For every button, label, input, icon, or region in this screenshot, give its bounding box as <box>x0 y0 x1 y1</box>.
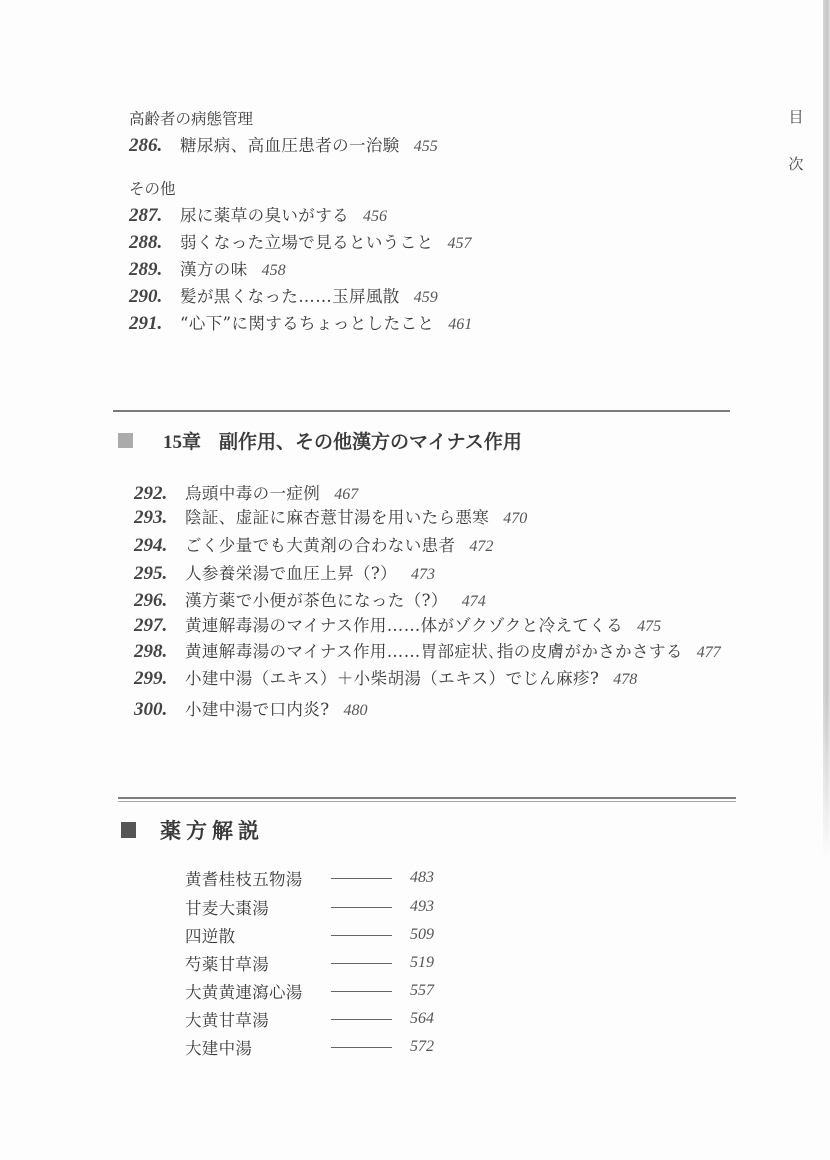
entry-title: 尿に薬草の臭いがする <box>180 206 349 225</box>
prescription-page: 509 <box>410 926 434 943</box>
entry-page: 474 <box>461 593 486 610</box>
leader-line <box>331 878 392 879</box>
entry-page: 455 <box>413 138 438 155</box>
chapter-title: 副作用、その他漢方のマイナス作用 <box>219 431 522 453</box>
entry-page: 473 <box>411 566 436 583</box>
leader-line <box>331 907 392 908</box>
prescription-row[interactable] <box>185 951 434 975</box>
toc-entry[interactable] <box>129 310 472 335</box>
prescriptions-heading[interactable] <box>121 815 264 845</box>
entry-title: “心下”に関するちょっとしたこと <box>180 314 435 333</box>
toc-entry[interactable] <box>134 612 661 637</box>
prescription-row[interactable] <box>185 979 434 1003</box>
prescription-page: 557 <box>410 982 434 999</box>
side-label-char-1: 目 <box>788 108 804 126</box>
entry-page: 456 <box>363 208 387 225</box>
entry-page: 470 <box>503 510 528 527</box>
entry-page: 461 <box>448 316 473 333</box>
entry-page: 457 <box>447 235 472 252</box>
toc-entry[interactable] <box>129 202 387 227</box>
entry-number: 294. <box>134 535 168 556</box>
entry-page: 478 <box>613 671 638 688</box>
entry-title: 人参養栄湯で血圧上昇（?） <box>185 564 398 583</box>
prescriptions-title: 薬方解説 <box>160 819 264 843</box>
entry-title: 漢方薬で小便が茶色になった（?） <box>185 591 448 610</box>
entry-number: 293. <box>134 507 168 528</box>
prescription-row[interactable] <box>185 923 434 947</box>
prescription-name: 芍薬甘草湯 <box>185 955 269 974</box>
toc-entry[interactable] <box>134 696 367 721</box>
toc-entry[interactable] <box>129 132 438 157</box>
entry-page: 477 <box>696 644 721 661</box>
toc-entry[interactable] <box>129 256 286 281</box>
entry-number: 300. <box>134 699 168 720</box>
chapter-square-icon <box>118 433 133 448</box>
prescription-name: 大建中湯 <box>185 1039 253 1058</box>
chapter-divider <box>113 410 730 412</box>
leader-line <box>331 991 392 992</box>
entry-number: 295. <box>134 563 168 584</box>
prescription-name: 大黄甘草湯 <box>185 1011 269 1030</box>
toc-entry[interactable] <box>134 638 721 663</box>
prescription-name: 大黄黄連瀉心湯 <box>185 983 303 1002</box>
entry-title: ごく少量でも大黄剤の合わない患者 <box>185 536 456 555</box>
toc-entry[interactable] <box>129 283 438 308</box>
toc-entry[interactable] <box>129 229 472 254</box>
prescription-page: 493 <box>410 898 434 915</box>
prescription-row[interactable] <box>185 866 434 890</box>
prescription-row[interactable] <box>185 895 434 919</box>
entry-title: 漢方の味 <box>180 260 248 279</box>
leader-line <box>331 935 392 936</box>
section-square-icon <box>121 822 136 838</box>
entry-title: 小建中湯（エキス）＋小柴胡湯（エキス）でじん麻疹? <box>185 669 600 688</box>
entry-number: 288. <box>129 232 163 253</box>
chapter-heading[interactable] <box>118 427 522 454</box>
entry-number: 287. <box>129 205 163 226</box>
entry-title: 黄連解毒湯のマイナス作用……体がゾクゾクと冷えてくる <box>185 616 624 635</box>
entry-number: 298. <box>134 641 168 662</box>
section-divider-bottom <box>118 801 736 802</box>
entry-title: 髪が黒くなった……玉屏風散 <box>180 287 400 306</box>
toc-entry[interactable] <box>134 480 358 505</box>
subsection-heading-other: その他 <box>129 180 176 198</box>
entry-title: 烏頭中毒の一症例 <box>185 484 321 503</box>
section-divider-top <box>118 797 736 799</box>
leader-line <box>331 963 392 964</box>
entry-page: 472 <box>469 538 494 555</box>
prescription-name: 甘麦大棗湯 <box>185 899 269 918</box>
prescription-name: 黄耆桂枝五物湯 <box>185 870 303 889</box>
prescription-name: 四逆散 <box>185 927 236 946</box>
page-edge-shadow <box>823 0 830 860</box>
entry-number: 290. <box>129 286 163 307</box>
toc-entry[interactable] <box>134 532 493 557</box>
entry-title: 陰証、虚証に麻杏薏甘湯を用いたら悪寒 <box>185 508 490 527</box>
entry-number: 286. <box>129 135 163 156</box>
toc-entry[interactable] <box>134 665 637 690</box>
prescription-page: 483 <box>410 869 434 886</box>
side-label-char-2: 次 <box>788 155 804 173</box>
prescription-page: 519 <box>410 954 434 971</box>
entry-number: 292. <box>134 483 168 504</box>
entry-number: 296. <box>134 590 168 611</box>
entry-title: 糖尿病、高血圧患者の一治験 <box>180 136 400 155</box>
entry-number: 299. <box>134 668 168 689</box>
entry-page: 458 <box>261 262 286 279</box>
entry-number: 289. <box>129 259 163 280</box>
entry-page: 459 <box>413 289 438 306</box>
entry-page: 475 <box>637 618 662 635</box>
entry-title: 弱くなった立場で見るということ <box>180 233 434 252</box>
prescription-page: 572 <box>410 1038 434 1055</box>
entry-number: 291. <box>129 313 163 334</box>
leader-line <box>331 1047 392 1048</box>
entry-page: 467 <box>334 486 359 503</box>
prescription-row[interactable] <box>185 1035 434 1059</box>
entry-title: 小建中湯で口内炎? <box>185 700 330 719</box>
toc-entry[interactable] <box>134 587 486 612</box>
subsection-heading-elderly: 高齢者の病態管理 <box>129 110 254 128</box>
chapter-number: 15章 <box>163 432 202 453</box>
toc-entry[interactable] <box>134 504 527 529</box>
entry-title: 黄連解毒湯のマイナス作用……胃部症状､指の皮膚がかさかさする <box>185 642 683 661</box>
leader-line <box>331 1019 392 1020</box>
prescription-row[interactable] <box>185 1007 434 1031</box>
toc-entry[interactable] <box>134 560 435 585</box>
entry-number: 297. <box>134 615 168 636</box>
entry-page: 480 <box>343 702 368 719</box>
prescription-page: 564 <box>410 1010 434 1027</box>
